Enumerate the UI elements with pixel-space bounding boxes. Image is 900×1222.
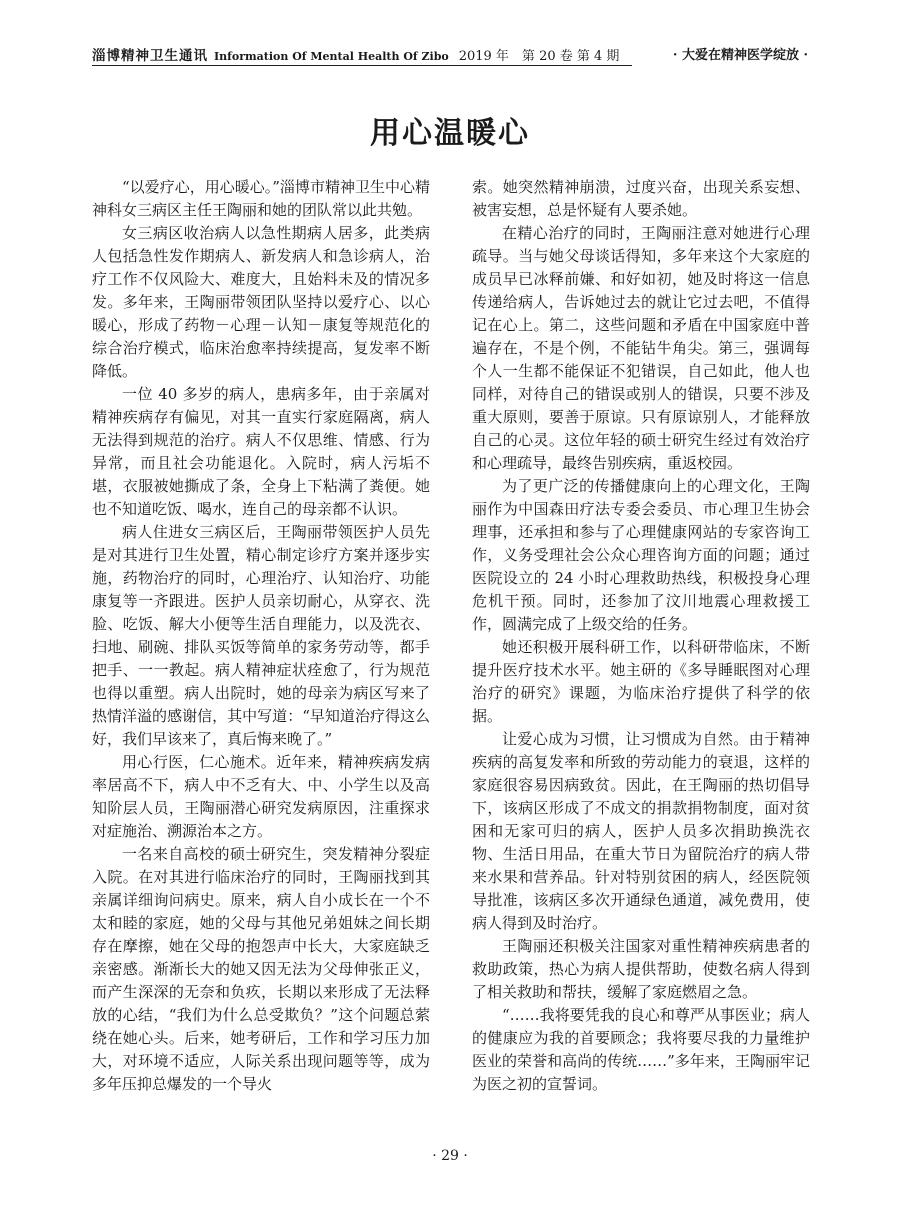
article-title: 用心温暖心 <box>370 116 530 151</box>
issue-info: 2019 年 第 20 卷 第 4 期 <box>458 49 620 64</box>
paragraph: 一名来自高校的硕士研究生，突发精神分裂症入院。在对其进行临床治疗的同时，王陶丽找到其亲属详细询问病史。原来，病人自小成长在一个不太和睦的家庭，她的父母与其他兄弟姐妹之间长期存在摩擦，她在父母的抱怨声中长大，大家庭缺乏亲密感。渐渐长大的她又因无法为父母伸张正义，而产生深深的无奈和负疚，长期以来形成了无法释放的心结，“我们为什么总受欺负？”这个问题总萦绕在她心头。后来，她考研后，工作和学习压力加大，对环境不适应，人际关系出现问题等等，成为多年压抑总爆发的一个导火 <box>92 845 430 1093</box>
header-rule <box>92 65 632 66</box>
paragraph: “以爱疗心，用心暖心。”淄博市精神卫生中心精神科女三病区主任王陶丽和她的团队常以此共勉。 <box>92 178 430 219</box>
paragraph: 为了更广泛的传播健康向上的心理文化，王陶丽作为中国森田疗法专委会委员、市心理卫生协会理事，还承担和参与了心理健康网站的专家咨询工作，义务受理社会公众心理咨询方面的问题；通过医院设立的 24 小时心理救助热线，积极投身心理危机干预。同时，还参加了汶川地震心理救援工作，圆满完成了上级交给的任务。 <box>472 477 810 633</box>
left-column <box>92 176 430 1096</box>
page-number: · 29 · <box>432 1148 468 1164</box>
journal-info <box>92 44 619 64</box>
paragraph: “……我将要凭我的良心和尊严从事医业；病人的健康应为我的首要顾念；我将要尽我的力量维护医业的荣誉和高尚的传统……”多年来，王陶丽牢记为医之初的宣誓词。 <box>472 1006 810 1093</box>
paragraph: 一位 40 多岁的病人，患病多年，由于亲属对精神疾病存有偏见，对其一直实行家庭隔离，病人无法得到规范的治疗。病人不仅思维、情感、行为异常，而且社会功能退化。入院时，病人污垢不堪，衣服被她撕成了条，全身上下粘满了粪便。她也不知道吃饭、喝水，连自己的母亲都不认识。 <box>92 385 430 518</box>
paragraph: 女三病区收治病人以急性期病人居多，此类病人包括急性发作期病人、新发病人和急诊病人，治疗工作不仅风险大、难度大，且始料未及的情况多发。多年来，王陶丽带领团队坚持以爱疗心、以心暖心，形成了药物－心理－认知－康复等规范化的综合治疗模式，临床治愈率持续提高，复发率不断降低。 <box>92 224 430 380</box>
paragraph-continued: 索。她突然精神崩溃，过度兴奋，出现关系妄想、被害妄想，总是怀疑有人要杀她。 <box>472 178 810 219</box>
right-column <box>472 176 810 1096</box>
paragraph: 王陶丽还积极关注国家对重性精神疾病患者的救助政策，热心为病人提供帮助，使数名病人得到了相关救助和帮扶，缓解了家庭燃眉之急。 <box>472 937 810 1001</box>
section-label: · 大爱在精神医学绽放 · <box>672 48 808 63</box>
paragraph: 病人住进女三病区后，王陶丽带领医护人员先是对其进行卫生处置，精心制定诊疗方案并逐步实施，药物治疗的同时，心理治疗、认知治疗、功能康复等一齐跟进。医护人员亲切耐心，从穿衣、洗脸、吃饭、解大小便等生活自理能力，以及洗衣、扫地、刷碗、排队买饭等简单的家务劳动等，都手把手、一一教起。病人精神症状痊愈了，行为规范也得以重塑。病人出院时，她的母亲为病区写来了热情洋溢的感谢信，其中写道：“早知道治疗得这么好，我们早该来了，真后悔来晚了。” <box>92 523 430 748</box>
journal-name-en: Information Of Mental Health Of Zibo <box>214 50 449 63</box>
journal-name-cn: 淄博精神卫生通讯 <box>92 48 208 64</box>
running-header <box>92 40 808 66</box>
paragraph: 在精心治疗的同时，王陶丽注意对她进行心理疏导。当与她父母谈话得知，多年来这个大家庭的成员早已冰释前嫌、和好如初，她及时将这一信息传递给病人，告诉她过去的就让它过去吧，不值得记在心上。第二，这些问题和矛盾在中国家庭中普遍存在，不是个例，不能钻牛角尖。第三，强调每个人一生都不能保证不犯错误，自己如此，他人也同样，对待自己的错误或别人的错误，只要不涉及重大原则，要善于原谅。只有原谅别人，才能释放自己的心灵。这位年轻的硕士研究生经过有效治疗和心理疏导，最终告别疾病，重返校园。 <box>472 224 810 472</box>
paragraph: 用心行医，仁心施术。近年来，精神疾病发病率居高不下，病人中不乏有大、中、小学生以及高知阶层人员，王陶丽潜心研究发病原因，注重探求对症施治、溯源治本之方。 <box>92 753 430 840</box>
paragraph: 她还积极开展科研工作，以科研带临床，不断提升医疗技术水平。她主研的《多导睡眠图对心理治疗的研究》课题，为临床治疗提供了科学的依据。 <box>472 638 810 725</box>
paragraph: 让爱心成为习惯，让习惯成为自然。由于精神疾病的高复发率和所致的劳动能力的衰退，这样的家庭很容易因病致贫。因此，在王陶丽的热切倡导下，该病区形成了不成文的捐款捐物制度，面对贫困和无家可归的病人，医护人员多次捐助换洗衣物、生活日用品，在重大节日为留院治疗的病人带来水果和营养品。针对特别贫困的病人，经医院领导批准，该病区多次开通绿色通道，减免费用，使病人得到及时治疗。 <box>472 730 810 932</box>
